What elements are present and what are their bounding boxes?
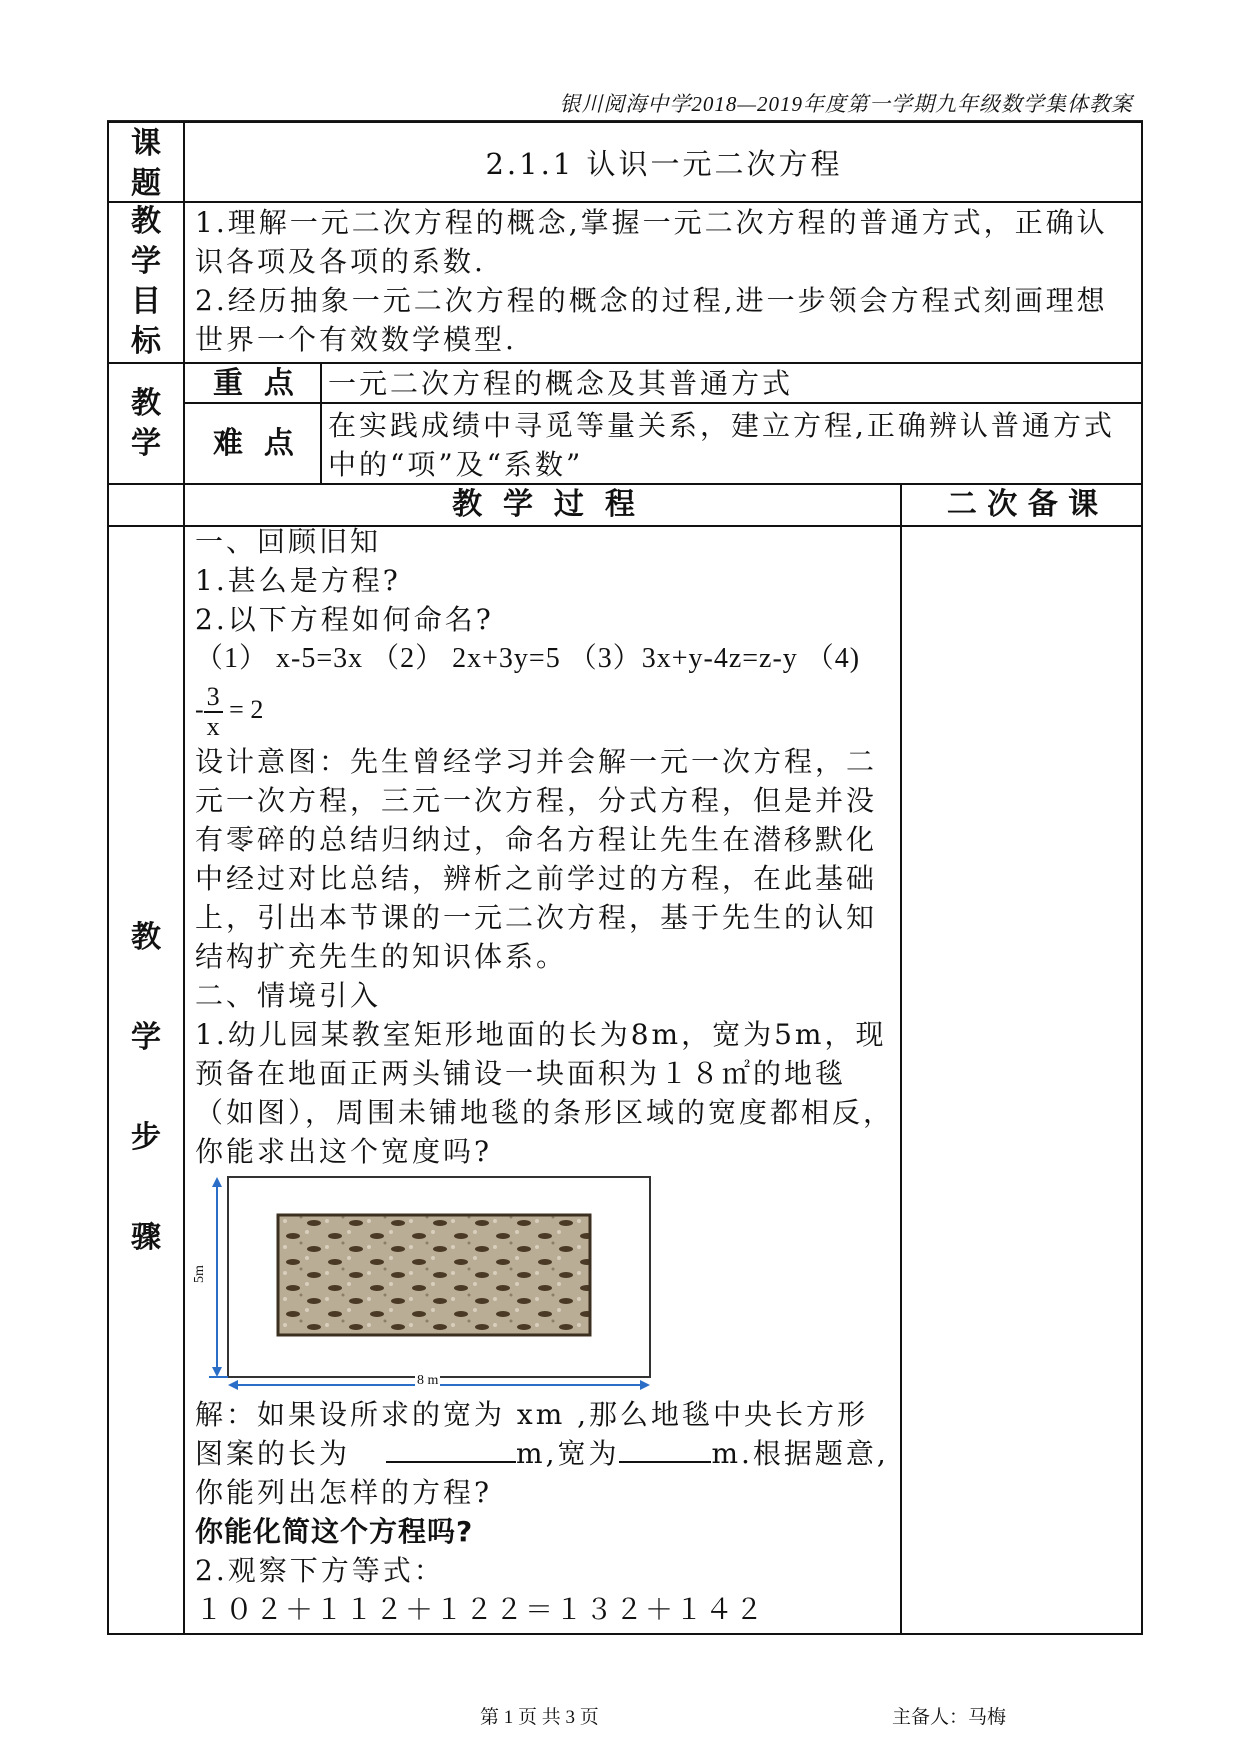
keypoints-label: 教 学 <box>131 386 161 461</box>
width-blank[interactable] <box>619 1435 711 1463</box>
important-text: 一元二次方程的概念及其普通方式 <box>328 367 794 400</box>
carpet-problem: 1.幼儿园某教室矩形地面的长为8m，宽为5m，现预备在地面正两头铺设一块面积为１８㎡的地毯（如图），周围未铺地毯的条形区域的宽度都相反，你能求出这个宽度吗? <box>195 1018 895 1168</box>
steps-label-4: 骤 <box>131 1220 161 1255</box>
question-1: 1.甚么是方程? <box>195 564 401 597</box>
carpet-figure <box>191 1175 655 1393</box>
topic-label: 课 题 <box>131 126 161 201</box>
important-label: 重 点 <box>213 366 294 401</box>
topic-title: 2.1.1 认识一元二次方程 <box>485 147 843 181</box>
width-label: 8 m <box>417 1373 439 1388</box>
question-2: 2.以下方程如何命名? <box>195 603 494 636</box>
prep-header: 二 次 备 课 <box>946 487 1099 522</box>
process-body <box>191 522 895 1629</box>
goal-2: 2.经历抽象一元二次方程的概念的过程,进一步领会方程式刻画理想世界一个有效数学模型. <box>195 284 1108 356</box>
steps-label-1: 教 <box>131 920 161 955</box>
carpet-diagram <box>191 1175 655 1393</box>
difficult-label: 难 点 <box>213 426 294 461</box>
author: 主备人：马梅 <box>892 1707 1007 1728</box>
steps-label-cell <box>109 527 183 1633</box>
steps-label-2: 学 <box>131 1020 161 1055</box>
section-context: 二、情境引入 <box>195 979 382 1012</box>
fraction: $\frac{3}{x}$ <box>204 683 223 741</box>
process-header: 教 学 过 程 <box>452 487 635 522</box>
length-blank[interactable] <box>386 1435 516 1463</box>
observe-prompt: 2.观察下方等式： <box>195 1554 445 1587</box>
prep-content-cell <box>902 527 1141 1633</box>
section-review: 一、回顾旧知 <box>195 525 382 558</box>
page-number: 第 1 页 共 3 页 <box>480 1707 599 1728</box>
steps-label-3: 步 <box>131 1120 161 1155</box>
blank-header-cell <box>109 485 183 525</box>
design-intent: 设计意图：先生曾经学习并会解一元一次方程，二元一次方程，三元一次方程，分式方程，但是并没有零碎的总结归纳过，命名方程让先生在潜移默化中经过对比总结，辨析之前学过的方程，在此基础上，引出本节课的一元二次方程，基于先生的认知结构扩充先生的知识体系。 <box>195 745 878 973</box>
carpet-rect <box>278 1215 590 1335</box>
goals-label: 教 学 目 标 <box>131 204 161 359</box>
height-label: 5m <box>191 1265 207 1283</box>
fraction-equation: - $\frac{3}{x}$ = 2 <box>195 682 264 742</box>
difficult-text: 在实践成绩中寻觅等量关系，建立方程,正确辨认普通方式中的“项”及“系数” <box>328 409 1115 481</box>
goal-1: 1.理解一元二次方程的概念,掌握一元二次方程的普通方式，正确认识各项及各项的系数. <box>195 206 1108 278</box>
simplify-prompt: 你能化简这个方程吗? <box>195 1515 474 1548</box>
equation-list: （1） x-5=3x （2） 2x+3y=5 （3）3x+y-4z=z-y （4) <box>195 643 861 674</box>
document-header: 银川阅海中学2018—2019年度第一学期九年级数学集体教案 <box>559 92 1133 116</box>
observe-equality: １０２＋１１２＋１２２＝１３２＋１４２ <box>195 1593 766 1626</box>
solution-text: 解：如果设所求的宽为 xm ,那么地毯中央长方形图案的长为 m,宽为 m.根据题意,你能列出怎样的方程? <box>195 1398 889 1509</box>
goals-text <box>195 203 1130 359</box>
